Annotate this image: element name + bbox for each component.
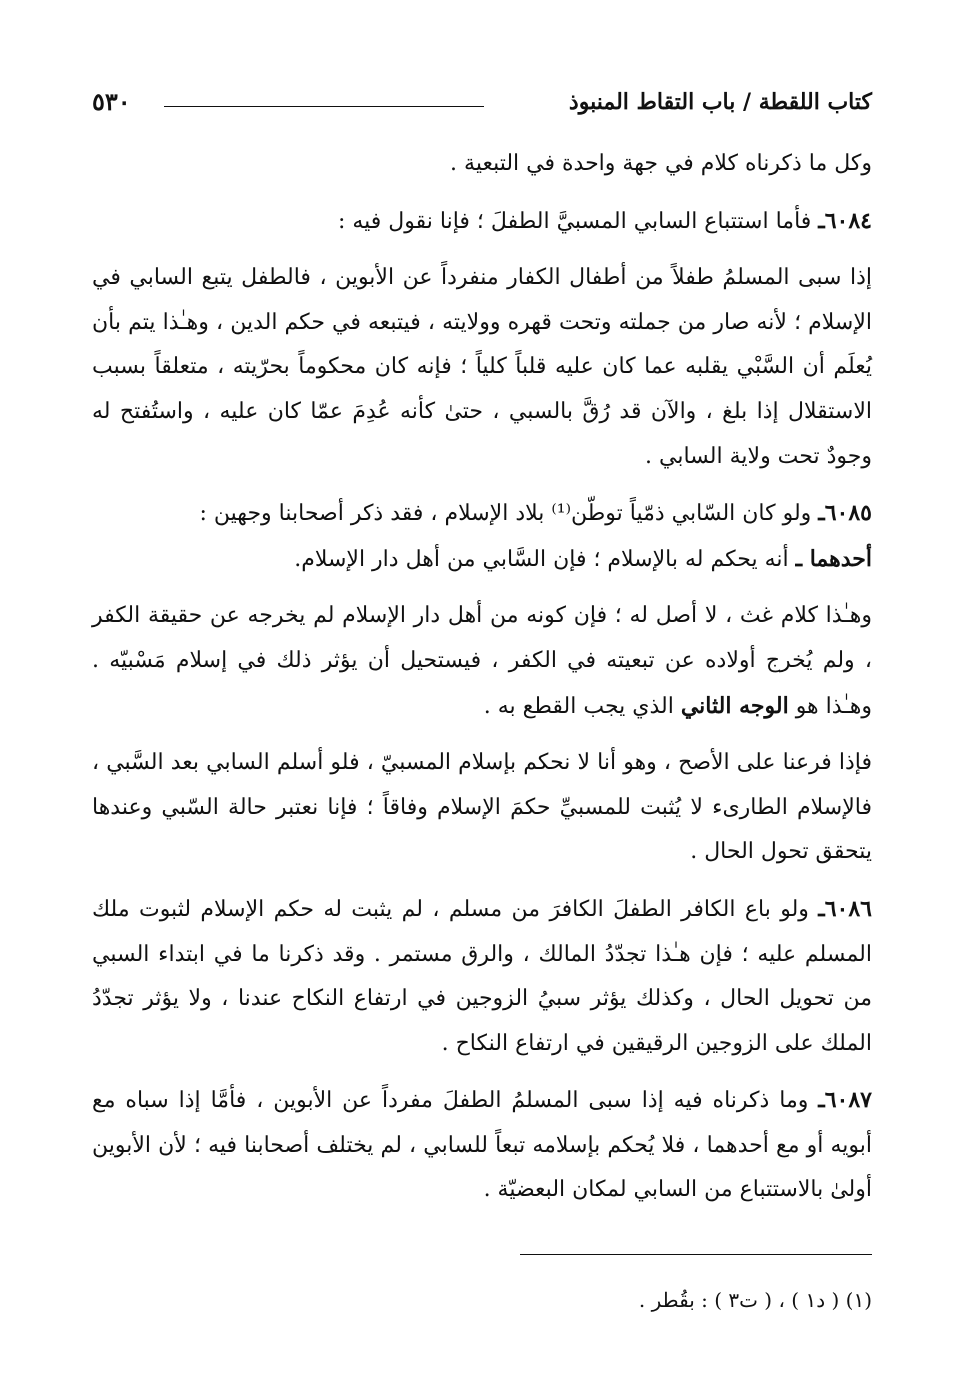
paragraph xyxy=(92,887,872,1066)
section-number: ٦٠٨٧ـ xyxy=(818,1087,872,1114)
paragraph-text: فأما استتباع السابي المسبيَّ الطفلَ ؛ فإنا نقول فيه : xyxy=(337,208,819,234)
paragraph xyxy=(92,1078,872,1213)
paragraph-text: وهـٰذا كلام غث ، لا أصل له ؛ فإن كونه من أهل دار الإسلام لم يخرجه عن حقيقة الكفر ، ولم يُخرج أولاده عن تبعيته في الكفر ، فيستحيل أن يؤثر ذلك في إسلام مَسْبيّه . وهـٰذا هو xyxy=(92,603,872,719)
paragraph xyxy=(92,199,872,245)
section-number: ٦٠٨٤ـ xyxy=(818,207,872,234)
running-title: كتاب اللقطة / باب التقاط المنبوذ xyxy=(568,89,872,115)
page-number: ٥٣٠ xyxy=(92,87,131,116)
paragraph xyxy=(92,491,872,537)
paragraph xyxy=(92,537,872,583)
paragraph-bold: الوجه الثاني xyxy=(680,692,789,719)
paragraph-text: إذا سبى المسلمُ طفلاً من أطفال الكفار منفرداً عن الأبوين ، فالطفل يتبع السابي في الإسلام ؛ لأنه صار من جملته وتحت قهره وولايته ، فيتبعه في حكم الدين ، وهـٰذا يتم بأن يُعلَم أن السَّبْي يقلبه عما كان عليه قلباً كلياً ؛ فإنه كان محكوماً بحرّيته ، متعلقاً بسبب الاستقلال إذا بلغ ، والآن قد رُقَّ بالسبي ، حتىٰ كأنه عُدِمَ عمّا كان عليه ، واستُفتح له وجودٌ تحت ولاية السابي . xyxy=(92,265,872,469)
paragraph xyxy=(92,142,872,187)
paragraph-text: أنه يحكم له بالإسلام ؛ فإن السَّابي من أهل دار الإسلام. xyxy=(294,546,796,572)
paragraph-text: ولو باع الكافر الطفلَ الكافرَ من مسلم ، لم يثبت له حكم الإسلام لثبوت ملك المسلم عليه ؛ فإن هـٰذا تجدّدُ المالك ، والرق مستمر . وقد ذكرنا ما في ابتداء السبي من تحويل الحال ، وكذلك يؤثر سبيُ الزوجين في ارتفاع النكاح عندنا ، ولا يؤثر تجدّدُ الملك على الزوجين الرقيقين في ارتفاع النكاح . xyxy=(92,896,872,1056)
paragraph-lead: أحدهما ـ xyxy=(795,545,872,572)
paragraph-text: ولو كان السّابي ذمّياً توطّن⁽¹⁾ بلاد الإسلام ، فقد ذكر أصحابنا وجهين : xyxy=(199,501,819,527)
header-rule xyxy=(164,106,484,107)
section-number: ٦٠٨٥ـ xyxy=(818,500,872,527)
paragraph-text: وكل ما ذكرناه كلام في جهة واحدة في التبعية . xyxy=(450,151,872,176)
paragraph-text: فإذا فرعنا على الأصح ، وهو أنا لا نحكم بإسلام المسبيّ ، فلو أسلم السابي بعد السَّبي ، فالإسلام الطارىء لا يُثبت للمسبيِّ حكمَ الإسلام وفاقاً ؛ فإنا نعتبر حالة السّبي وعندها يتحقق تحول الحال . xyxy=(92,750,872,865)
paragraph xyxy=(92,594,872,729)
page-header xyxy=(92,84,872,124)
footnote-rule xyxy=(520,1254,872,1255)
body-text xyxy=(92,142,872,1225)
paragraph xyxy=(92,256,872,479)
paragraph-text: وما ذكرناه فيه إذا سبى المسلمُ الطفلَ مفرداً عن الأبوين ، فأمَّا إذا سباه مع أبويه أو مع أحدهما ، فلا يُحكم بإسلامه تبعاً للسابي ، لم يختلف أصحابنا فيه ؛ لأن الأبوين أولىٰ بالاستتباع من السابي لمكان البعضيّة . xyxy=(92,1088,872,1203)
paragraph-tail: الذي يجب القطع به . xyxy=(483,693,681,719)
section-number: ٦٠٨٦ـ xyxy=(818,895,872,922)
paragraph xyxy=(92,741,872,875)
footnote: (١) ( د١ ) ، ( ت٣ ) : بقُطر . xyxy=(638,1288,872,1312)
